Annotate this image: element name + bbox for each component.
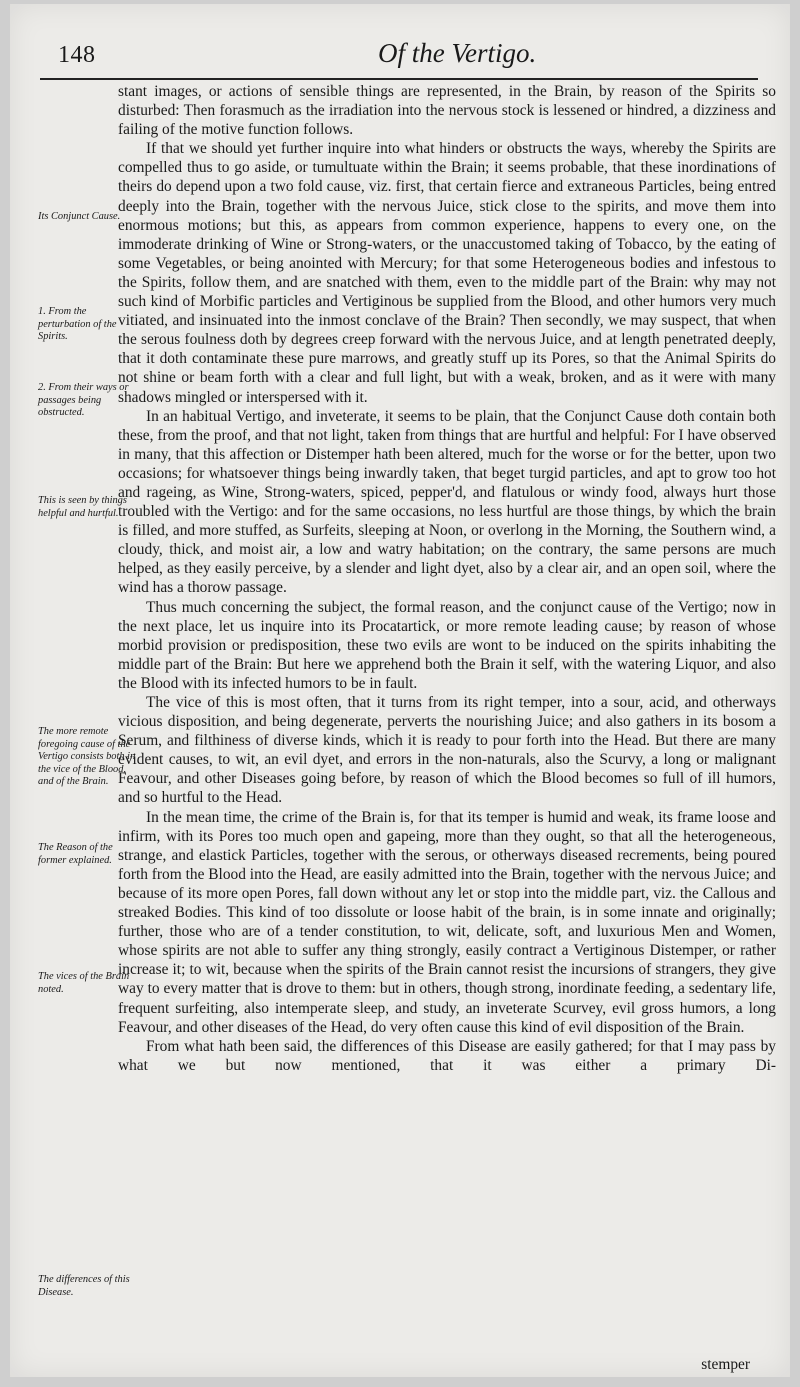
margin-note: 2. From their ways or passages being obstructed. [38, 382, 129, 418]
margin-note: The differences of this Disease. [38, 1274, 130, 1298]
paragraph: In the mean time, the crime of the Brain is, for that its temper is humid and weak, its frame loose and infirm, with its Pores too much open and gapeing, more than they ought, so that all the heterogeneous, strange, and elastick Particles, together with the serous, or otherways diseased recrements, being poured forth from the Blood into the Head, are easily admitted into the Brain, together with the nervous Juice; and because of its more open Pores, fall down without any let or stop into the middle part, viz. the Callous and streaked Bodies. This kind of too dissolute or loose habit of the brain, is in some innate and originally; further, those who are of a tender constitution, to wit, delicate, soft, and luxurious Men and Women, whose spirits are not able to suffer any thing strongly, easily contract a Vertiginous Distemper, or rather increase it; to wit, because when the spirits of the Brain cannot resist the incursions of strangers, they give way to every matter that is drove to them: but in others, though strong, inordinate feeding, a sedentary life, frequent surfeiting, also intemperate sleep, and study, an inveterate Scurvey, evil gross humors, a long Feavour, and other diseases of the Head, do very often cause this kind of evil disposition of the Brain. [118, 808, 776, 1036]
paragraph: From what hath been said, the differences of this Disease are easily gathered; for that I may pass by what we but now mentioned, that it was either a primary Di- [118, 1037, 776, 1074]
margin-note: This is seen by things helpful and hurtful. [38, 495, 127, 519]
book-page [10, 4, 790, 1377]
paragraph: The vice of this is most often, that it turns from its right temper, into a sour, acid, and otherways vicious disposition, and being degenerate, perverts the nourishing Juice; and also gathers in its bosom a Serum, and filthiness of diverse kinds, which it is ready to pour forth into the Head. But there are many evident causes, to wit, an evil dyet, and errors in the non-naturals, also the Scurvy, a long or malignant Feavour, and other Diseases going before, by reason of which the Blood becomes so full of ill humors, and so hurtful to the Head. [118, 694, 776, 807]
running-title: Of the Vertigo. [378, 38, 537, 68]
page-number: 148 [58, 42, 96, 68]
margin-note: Its Conjunct Cause. [38, 211, 121, 222]
paragraph: If that we should yet further inquire into what hinders or obstructs the ways, whereby the Spirits are compelled thus to go aside, or tumultuate within the Brain; it seems probable, that these inordinations of theirs do depend upon a two fold cause, viz. first, that certain fierce and extraneous Particles, being entred deeply into the Brain, together with the nervous Juice, stick close to the spirits, and move them into enormous motions; but this, as appears from common experience, happens to every one, on the immoderate drinking of Wine or Strong-waters, or the unaccustomed taking of Tobacco, by the eating of some Vegetables, or being anointed with Mercury; for that some Heterogeneous bodies and infestous to the Spirits, follow them, and are snatched with them, even to the middle part of the Brain: why may not such kind of Morbific particles and Vertiginous be supplied from the Blood, and other humors very much vitiated, and insinuated into the inmost conclave of the Brain? Then secondly, we may suspect, that when the serous foulness doth by degrees creep forward with the nervous Juice, and at length penetrated deeply, that it doth contaminate these pure marrows, and greatly stuff up its Pores, so that the Animal Spirits do not shine or beam forth with a clear and full light, but with a weak, broken, and as it were with many shadows mingled or interspersed with it. [118, 140, 776, 406]
catchword: stemper [701, 1356, 750, 1373]
margin-note: The vices of the Brain noted. [38, 971, 130, 995]
margin-note: The Reason of the former explained. [38, 842, 113, 866]
margin-note: The more remote foregoing cause of the Vertigo consists both in the vice of the Blood, and of the Brain. [38, 726, 136, 787]
margin-note: 1. From the perturbation of the Spirits. [38, 306, 117, 342]
header-rule [40, 78, 758, 80]
paragraph: stant images, or actions of sensible things are represented, in the Brain, by reason of the Spirits so disturbed: Then forasmuch as the irradiation into the nervous stock is lessened or hindred, a dizziness and failing of the motive function follows. [118, 83, 776, 139]
paragraph: In an habitual Vertigo, and inveterate, it seems to be plain, that the Conjunct Cause doth contain both these, from the proof, and that not light, taken from things that are hurtful and helpful: For I have observed in many, that this affection or Distemper hath been altered, much for the worse or for the better, upon two occasions; for whatsoever things being inwardly taken, that beget turgid particles, and apt to grow too hot and rageing, as Wine, Strong-waters, spiced, pepper'd, and flatulous or windy food, always hurt those troubled with the Vertigo: and for the same occasions, no less hurtful are those things, by which the brain is filled, and more stuffed, as Surfeits, sleeping at Noon, or overlong in the Morning, the Southern wind, a cloudy, thick, and moist air, a low and watry habitation; on the contrary, the same persons are much helped, as they easily perceive, by a slender and light dyet, also by a clear air, and an open soil, where the wind has a thorow passage. [118, 407, 776, 597]
body-text [118, 82, 776, 1075]
paragraph: Thus much concerning the subject, the formal reason, and the conjunct cause of the Vertigo; now in the next place, let us inquire into its Procatartick, or more remote leading cause; by reason of whose morbid provision or predisposition, these two evils are wont to be induced on the spirits inhabiting the middle part of the Brain: But here we apprehend both the Brain it self, with the watering Liquor, and also the Blood with its infected humors to be in fault. [118, 598, 776, 692]
page-header [58, 34, 758, 74]
